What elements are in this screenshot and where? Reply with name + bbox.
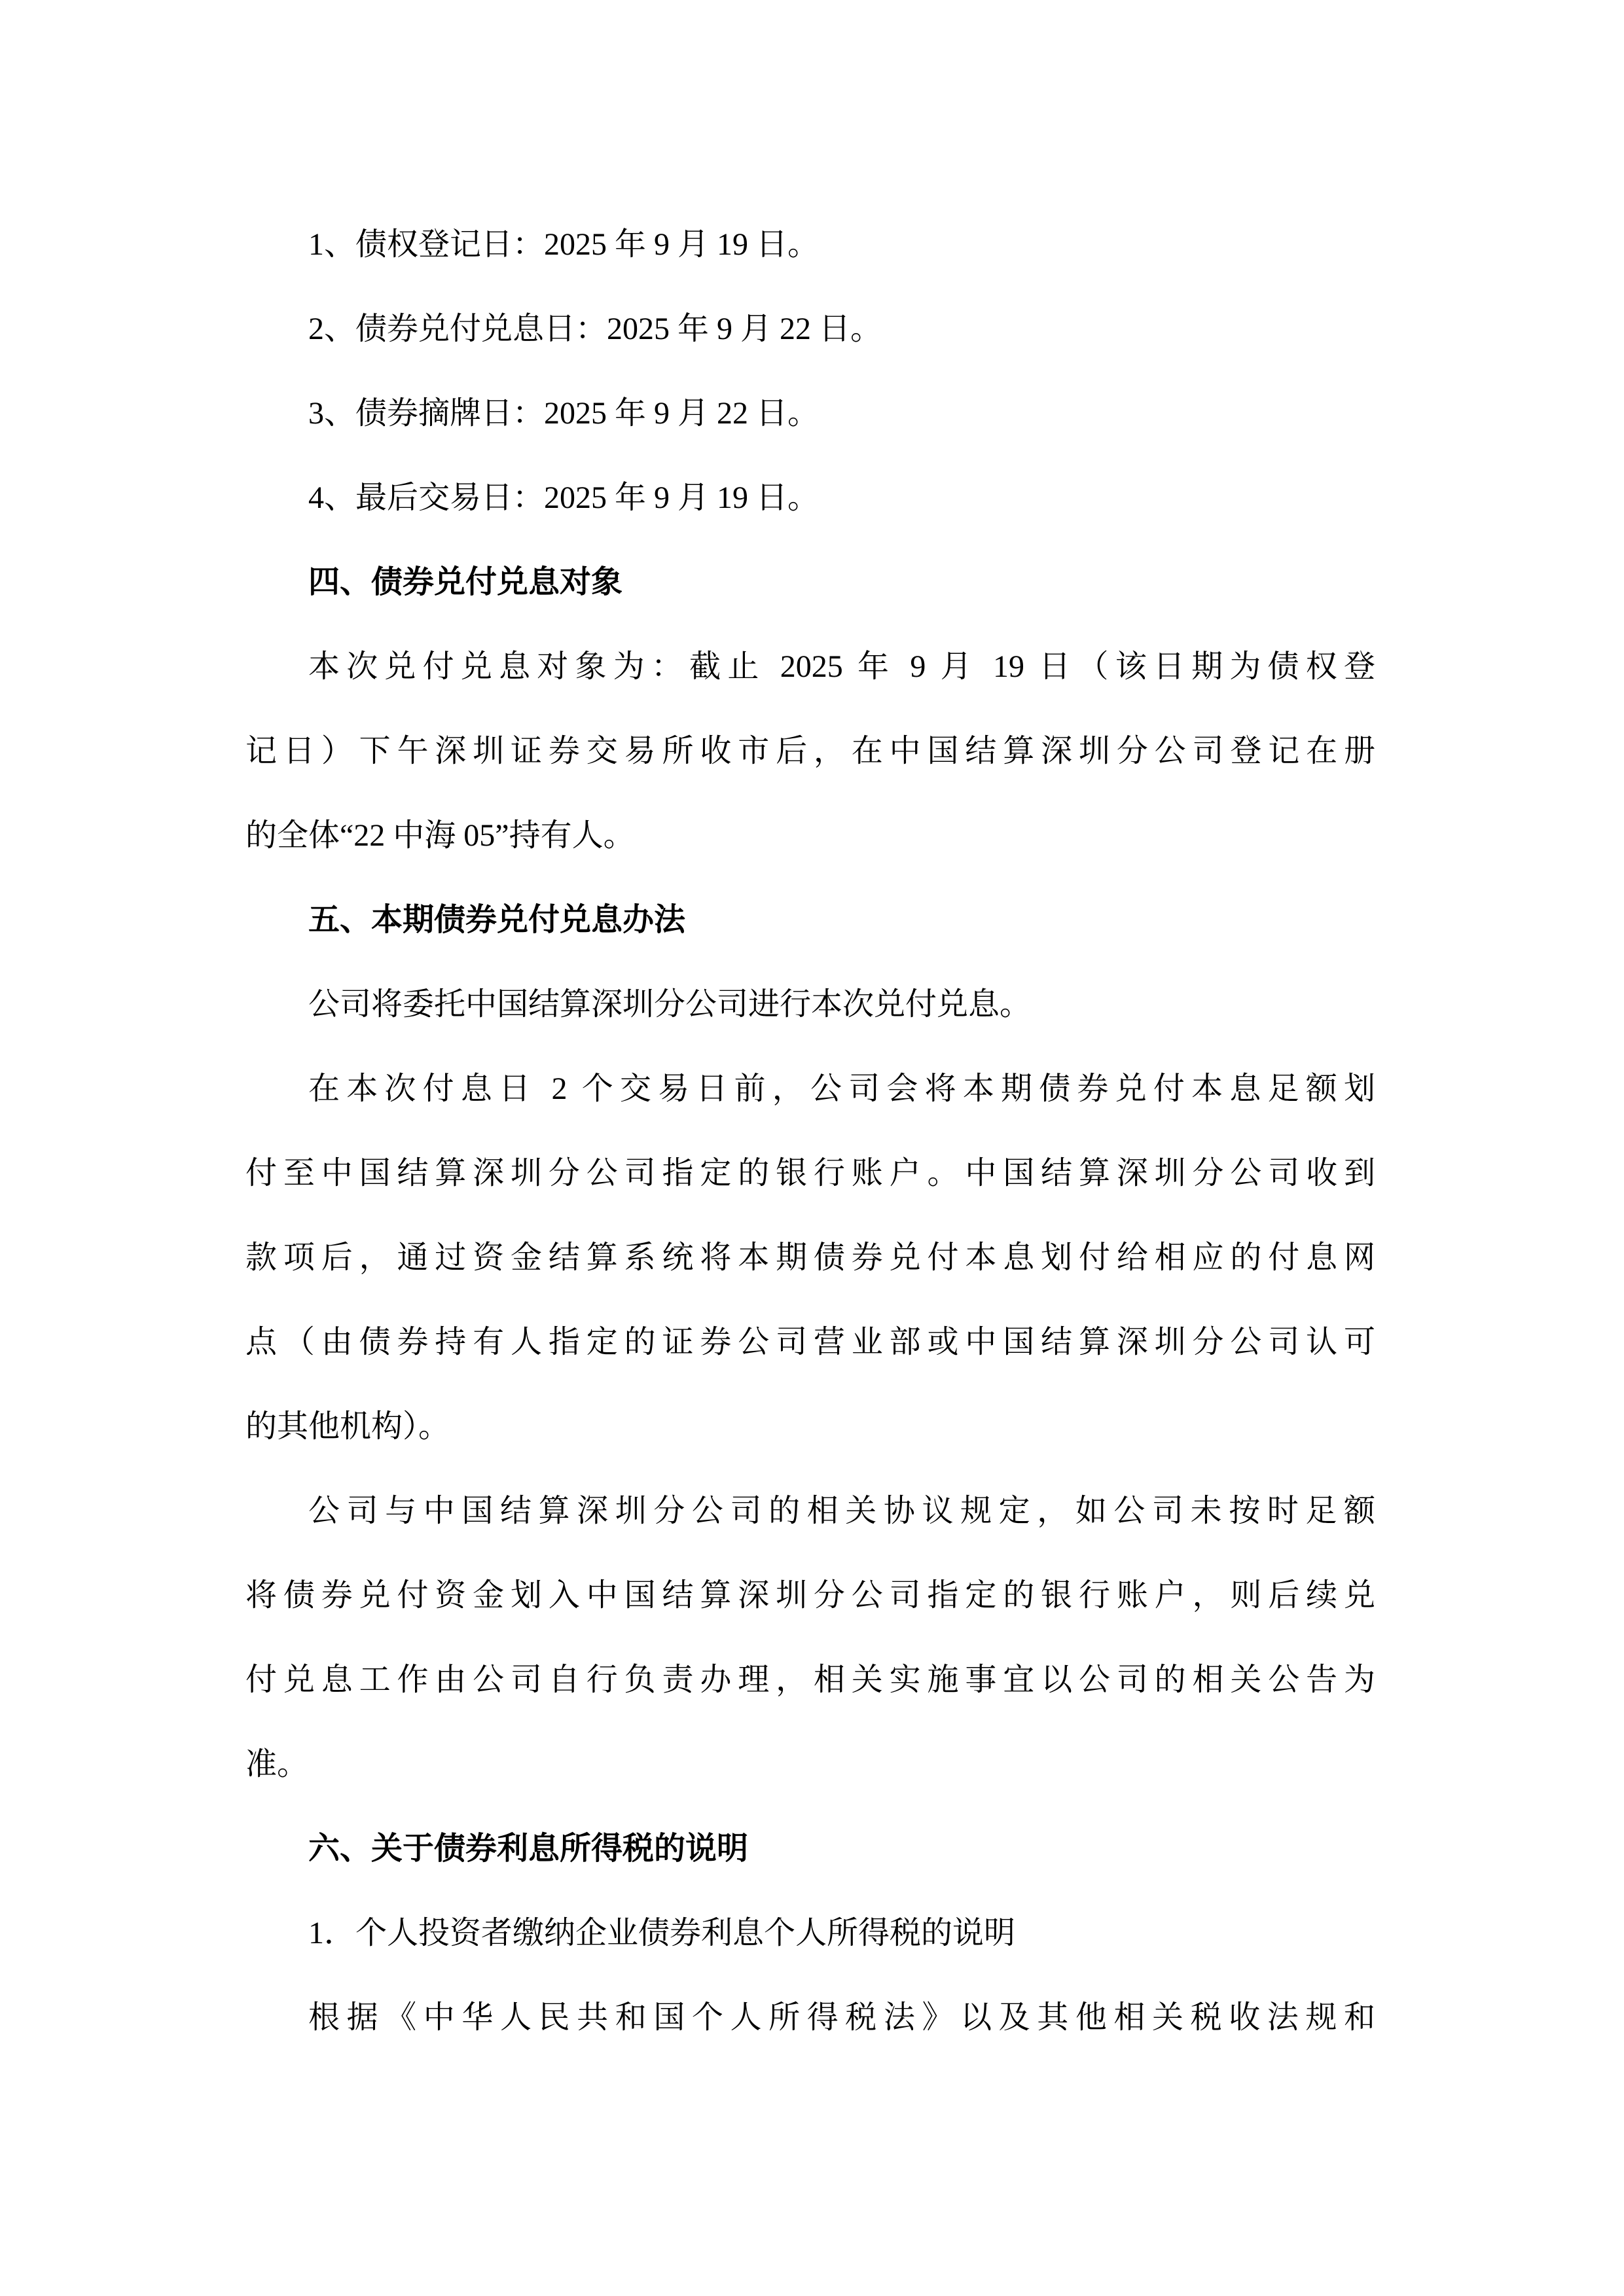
section-heading: 五、本期债券兑付兑息办法 (308, 903, 686, 937)
list-item: 1．个人投资者缴纳企业债券利息个人所得税的说明 (308, 1916, 1016, 1950)
list-item: 3、债券摘牌日：2025 年 9 月 22 日。 (308, 396, 820, 431)
body-line: 款项后，通过资金结算系统将本期债券兑付本息划付给相应的付息网 (245, 1240, 1375, 1275)
list-item: 4、最后交易日：2025 年 9 月 19 日。 (308, 480, 820, 515)
body-line: 本次兑付兑息对象为：截止 2025 年 9 月 19 日（该日期为债权登 (308, 649, 1375, 684)
section-heading: 六、关于债券利息所得税的说明 (308, 1831, 749, 1866)
body-line: 的其他机构）。 (245, 1409, 450, 1444)
body-line: 的全体“22 中海 05”持有人。 (245, 818, 635, 853)
body-line: 付至中国结算深圳分公司指定的银行账户。中国结算深圳分公司收到 (245, 1156, 1375, 1191)
list-item: 2、债券兑付兑息日：2025 年 9 月 22 日。 (308, 312, 882, 346)
list-item: 1、债权登记日：2025 年 9 月 19 日。 (308, 227, 820, 262)
body-line: 付兑息工作由公司自行负责办理，相关实施事宜以公司的相关公告为 (245, 1662, 1375, 1697)
body-line: 将债券兑付资金划入中国结算深圳分公司指定的银行账户，则后续兑 (245, 1578, 1375, 1613)
section-heading: 四、债券兑付兑息对象 (308, 565, 623, 600)
document-body (245, 202, 1375, 2060)
body-line: 准。 (245, 1747, 309, 1782)
body-line: 根据《中华人民共和国个人所得税法》以及其他相关税收法规和 (308, 2000, 1375, 2035)
body-line: 点（由债券持有人指定的证券公司营业部或中国结算深圳分公司认可 (245, 1325, 1375, 1359)
body-line: 在本次付息日 2 个交易日前，公司会将本期债券兑付本息足额划 (308, 1071, 1375, 1106)
body-line: 记日）下午深圳证券交易所收市后，在中国结算深圳分公司登记在册 (245, 734, 1375, 768)
body-line: 公司与中国结算深圳分公司的相关协议规定，如公司未按时足额 (308, 1494, 1375, 1528)
body-line: 公司将委托中国结算深圳分公司进行本次兑付兑息。 (308, 987, 1032, 1022)
